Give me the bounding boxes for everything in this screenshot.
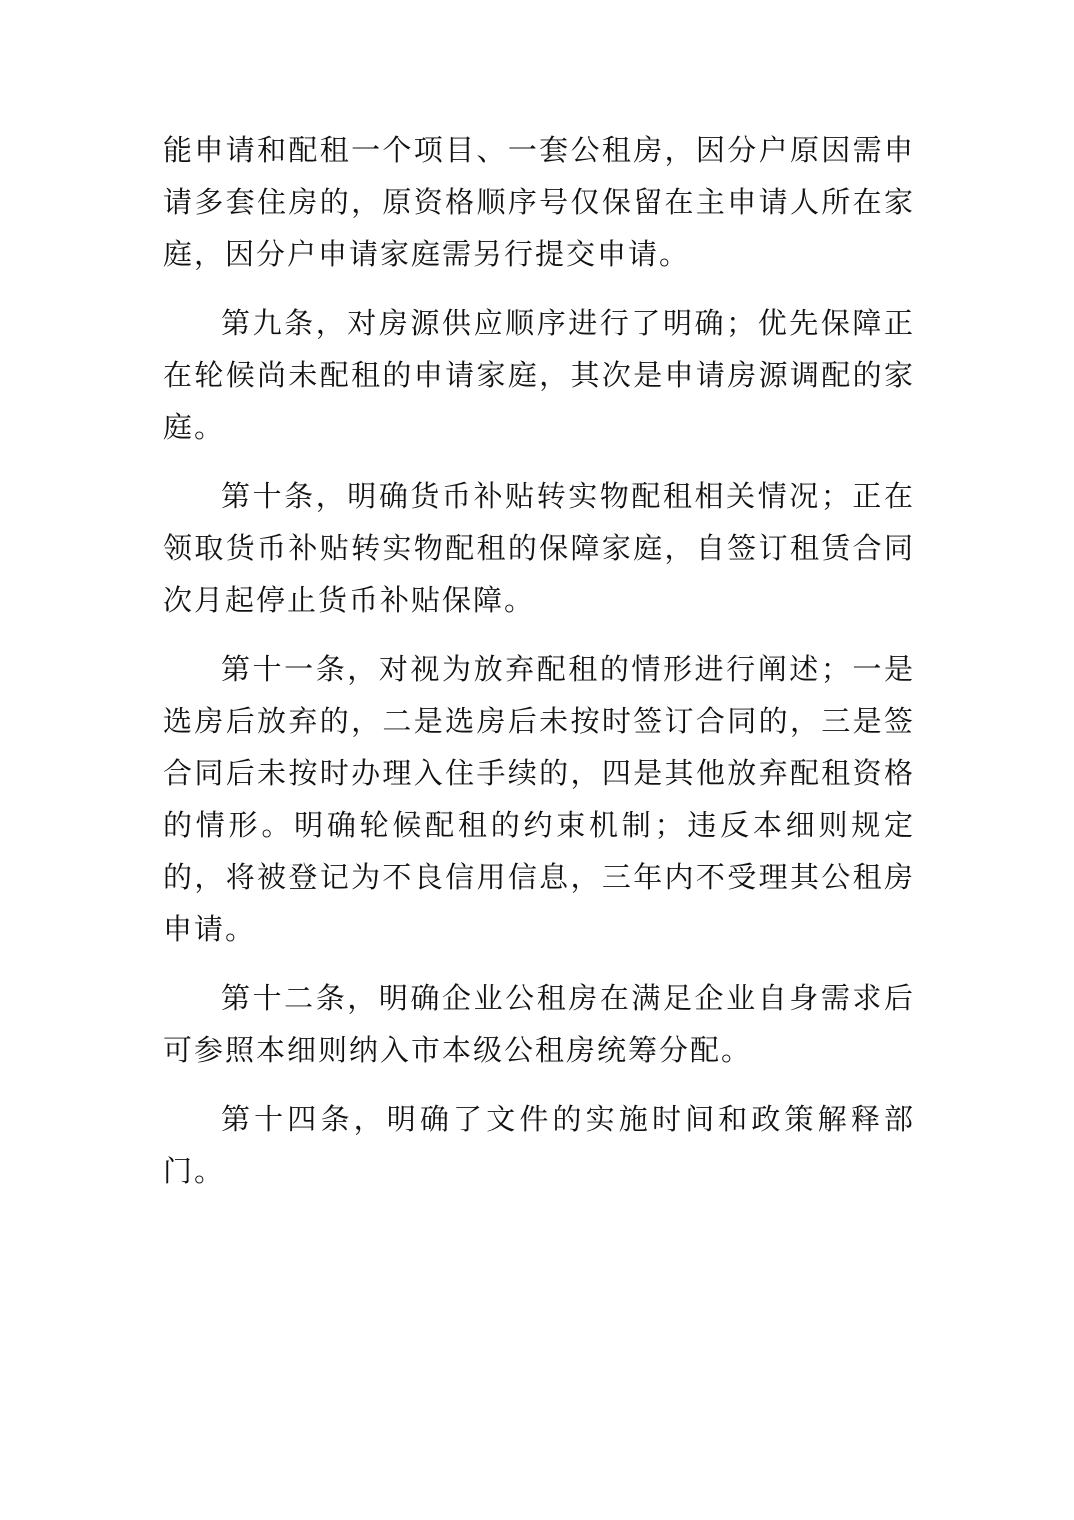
paragraph-article-9: 第九条，对房源供应顺序进行了明确；优先保障正在轮候尚未配租的申请家庭，其次是申请房源调配的家庭。: [163, 306, 915, 444]
paragraph-article-12: 第十二条，明确企业公租房在满足企业自身需求后可参照本细则纳入市本级公租房统筹分配。: [163, 981, 915, 1067]
document-body: [163, 124, 915, 1214]
paragraph-continuation: 能申请和配租一个项目、一套公租房，因分户原因需申请多套住房的，原资格顺序号仅保留在主申请人所在家庭，因分户申请家庭需另行提交申请。: [163, 133, 915, 271]
paragraph-article-10: 第十条，明确货币补贴转实物配租相关情况；正在领取货币补贴转实物配租的保障家庭，自签订租赁合同次月起停止货币补贴保障。: [163, 479, 915, 617]
paragraph-article-11: 第十一条，对视为放弃配租的情形进行阐述；一是选房后放弃的，二是选房后未按时签订合同的，三是签合同后未按时办理入住手续的，四是其他放弃配租资格的情形。明确轮候配租的约束机制；违反本细则规定的，将被登记为不良信用信息，三年内不受理其公租房申请。: [163, 652, 915, 946]
paragraph-article-14: 第十四条，明确了文件的实施时间和政策解释部门。: [163, 1102, 915, 1188]
